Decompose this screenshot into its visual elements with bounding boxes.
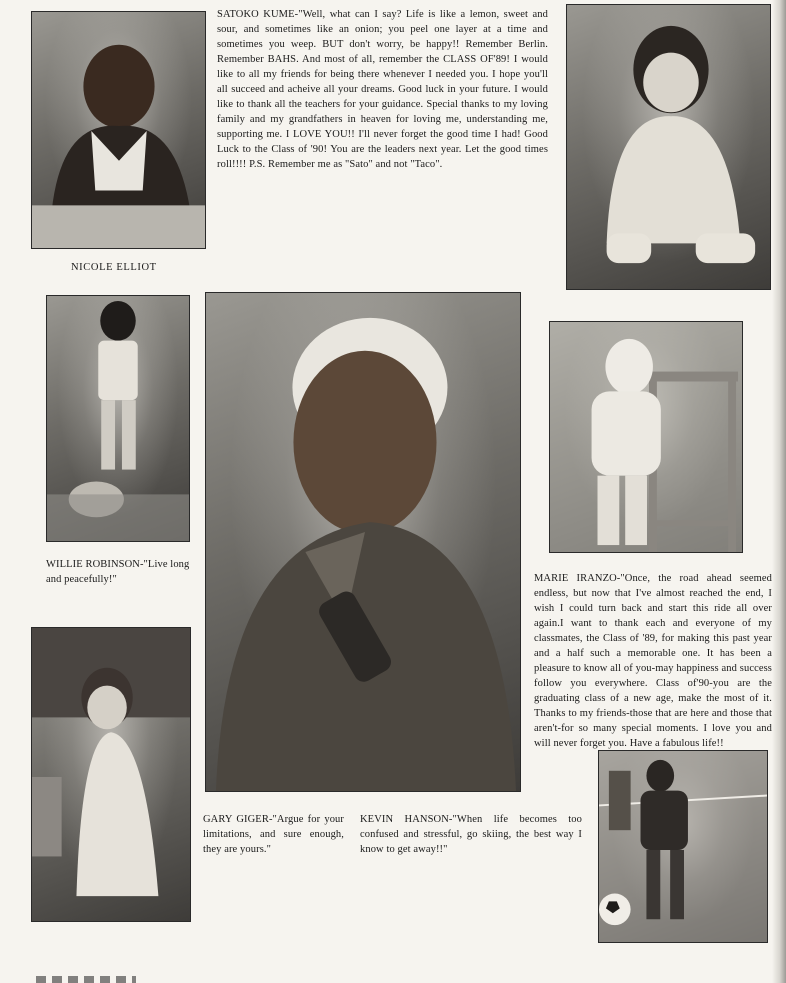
child-standing-figure [47,296,189,541]
entry-name: GARY GIGER [203,814,269,825]
child-portrait-figure [32,12,205,248]
entry-quote: -"Once, the road ahead seemed endless, but now that I've almost reached the end, I wish I could turn back and start this ride all over again.I want to thank each and everyone of my classmates, the Class of '89, for making this past year and a half such a memorable one. It has been a pleasure to know all of you-may happiness and success follow you everywhere. Class of'90-you are the graduating class of a new age, make the most of it. Thanks to my friends-those that are here and those that aren't-for so many special moments. I love you and will never forget you. Have a fabulous life!! [534,573,772,749]
entry-quote: -"Well, what can I say? Life is like a lemon, sweet and sour, and sometimes like an onion; you peel one layer at a time and sometimes you weep. BUT don't worry, be happy!! Remember Berlin. Remember BAHS. And most of all, remember the CLASS OF'89! I would like to all my friends for being there whenever I needed you. I hope you'll all succeed and acheive all your dreams. Good luck in your future. I would like to thank all the teachers for your guidance. Special thanks to my loving family and my grandfathers in heaven for loving me, understanding me, supporting me. I LOVE YOU!! I'll never forget the good time I had! Good Luck to the Class of '90! You are the leaders next year. Let the good times roll!!!! P.S. Remember me as "Sato" and not "Taco". [217,9,548,170]
entry-name: SATOKO KUME [217,9,295,20]
photo-marie-iranzo [549,321,743,553]
entry-quote: -"When life becomes too confused and stressful, go skiing, the best way I know to get away!!" [360,814,582,855]
toddler-figure [567,5,770,289]
entry-kevin-hanson [360,812,582,857]
photo-gary-giger [205,292,521,792]
entry-name: MARIE IRANZO [534,573,617,584]
soccer-child-figure [599,751,767,942]
entry-satoko-kume [217,7,548,172]
entry-quote: -"Argue for your limitations, and sure enough, they are yours." [203,814,344,855]
photo-willie-robinson [46,295,190,542]
entry-name: WILLIE ROBINSON [46,559,140,570]
toddler-dress-figure [32,628,190,921]
photo-nicole-elliot [31,11,206,249]
photo-kevin-hanson [598,750,768,943]
entry-quote: -"Live long and peacefully!" [46,559,190,585]
entry-gary-giger [203,812,344,857]
page-binding-edge [772,0,786,983]
entry-name: KEVIN HANSON [360,814,449,825]
page-footer-marks [36,976,136,983]
caption-nicole-elliot: NICOLE ELLIOT [71,262,157,273]
baby-chair-figure [550,322,742,552]
baby-portrait-figure [206,293,520,791]
photo-toddler-sitting-grass [566,4,771,290]
entry-willie-robinson [46,557,194,587]
photo-toddler-indoor [31,627,191,922]
entry-marie-iranzo [534,571,772,751]
